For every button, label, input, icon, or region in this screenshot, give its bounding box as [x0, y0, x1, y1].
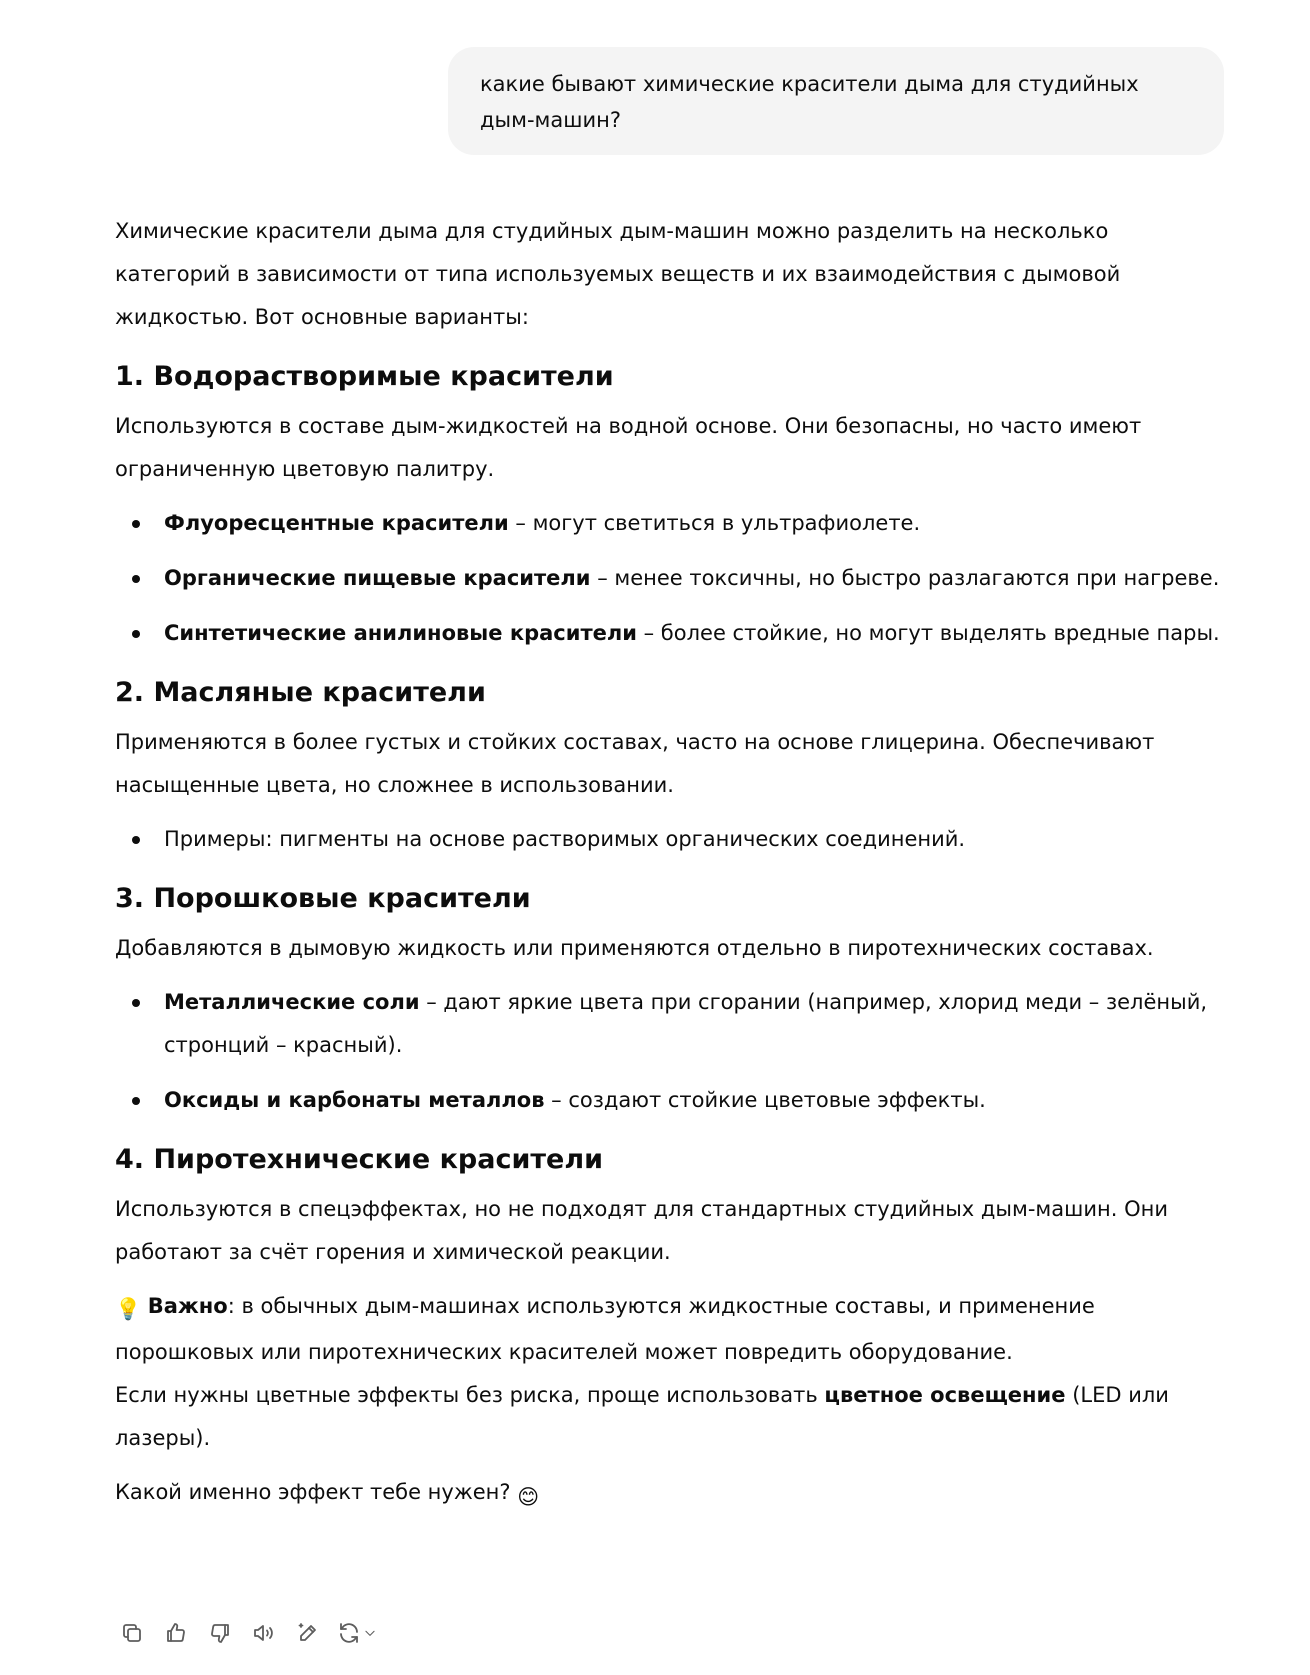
thumbs-down-button[interactable] [205, 1618, 235, 1648]
section-text: Используются в спецэффектах, но не подходят для стандартных студийных дым-машин. Они работают за счёт горения и химической реакции. [115, 1197, 1168, 1264]
user-message-row [448, 47, 1224, 155]
section-heading: 4. Пиротехнические красители [115, 1144, 604, 1175]
list-item [164, 612, 1230, 655]
thumbs-up-icon [164, 1621, 188, 1645]
list-item-text: – менее токсичны, но быстро разлагаются при нагреве. [590, 566, 1220, 590]
list-item-text: Примеры: пигменты на основе растворимых органических соединений. [164, 827, 966, 851]
list-item-text: – создают стойкие цветовые эффекты. [544, 1088, 986, 1112]
answer-intro: Химические красители дыма для студийных дым-машин можно разделить на несколько категорий в зависимости от типа используемых веществ и их взаимодействия с дымовой жидкостью. Вот основные варианты: [115, 219, 1121, 329]
list-item-bold: Флуоресцентные красители [164, 511, 509, 535]
regenerate-icon [337, 1621, 361, 1645]
list-item-text: – более стойкие, но могут выделять вредные пары. [636, 621, 1220, 645]
user-message-bubble: какие бывают химические красители дыма для студийных дым-машин? [448, 47, 1224, 155]
section-heading: 1. Водорастворимые красители [115, 361, 614, 392]
question-text: Какой именно эффект тебе нужен? [115, 1480, 511, 1504]
section-list [115, 502, 1230, 655]
section-heading: 2. Масляные красители [115, 677, 486, 708]
copy-icon [120, 1621, 144, 1645]
edit-button[interactable] [293, 1618, 323, 1648]
list-item-text: – могут светиться в ультрафиолете. [508, 511, 921, 535]
closing-question [115, 1471, 1230, 1519]
list-item-bold: Синтетические анилиновые красители [164, 621, 637, 645]
read-aloud-button[interactable] [249, 1618, 279, 1648]
section-text: Используются в составе дым-жидкостей на водной основе. Они безопасны, но часто имеют ограниченную цветовую палитру. [115, 414, 1142, 481]
section-list [115, 818, 1230, 861]
note-text: : в обычных дым-машинах используются жидкостные составы, и применение порошковых или пиротехнических красителей может повредить оборудование. [115, 1294, 1095, 1364]
section-list [115, 981, 1230, 1122]
list-item [164, 502, 1230, 545]
thumbs-up-button[interactable] [161, 1618, 191, 1648]
section-heading: 3. Порошковые красители [115, 883, 531, 914]
list-item-bold: Оксиды и карбонаты металлов [164, 1088, 545, 1112]
assistant-answer [115, 210, 1230, 1530]
regenerate-button[interactable] [337, 1618, 377, 1648]
list-item [164, 981, 1230, 1067]
edit-icon [296, 1621, 320, 1645]
note-text-2: Если нужны цветные эффекты без риска, проще использовать [115, 1383, 825, 1407]
copy-button[interactable] [117, 1618, 147, 1648]
note-bold-2: цветное освещение [824, 1383, 1066, 1407]
note-text-3: (LED или лазеры). [115, 1383, 1169, 1450]
important-note [115, 1285, 1230, 1460]
list-item-bold: Органические пищевые красители [164, 566, 591, 590]
thumbs-down-icon [208, 1621, 232, 1645]
list-item-text: – дают яркие цвета при сгорании (например, хлорид меди – зелёный, стронций – красный). [164, 990, 1208, 1057]
list-item [164, 1079, 1230, 1122]
list-item-bold: Металлические соли [164, 990, 420, 1014]
smile-icon: 😊 [517, 1485, 540, 1509]
lightbulb-icon: 💡 [115, 1297, 142, 1321]
read-aloud-icon [252, 1621, 276, 1645]
section-text: Добавляются в дымовую жидкость или применяются отдельно в пиротехнических составах. [115, 936, 1154, 960]
message-actions [117, 1618, 377, 1648]
chevron-down-icon [363, 1626, 377, 1640]
note-bold: Важно [147, 1294, 228, 1318]
list-item [164, 818, 1230, 861]
list-item [164, 557, 1230, 600]
section-text: Применяются в более густых и стойких составах, часто на основе глицерина. Обеспечивают насыщенные цвета, но сложнее в использовании. [115, 730, 1155, 797]
